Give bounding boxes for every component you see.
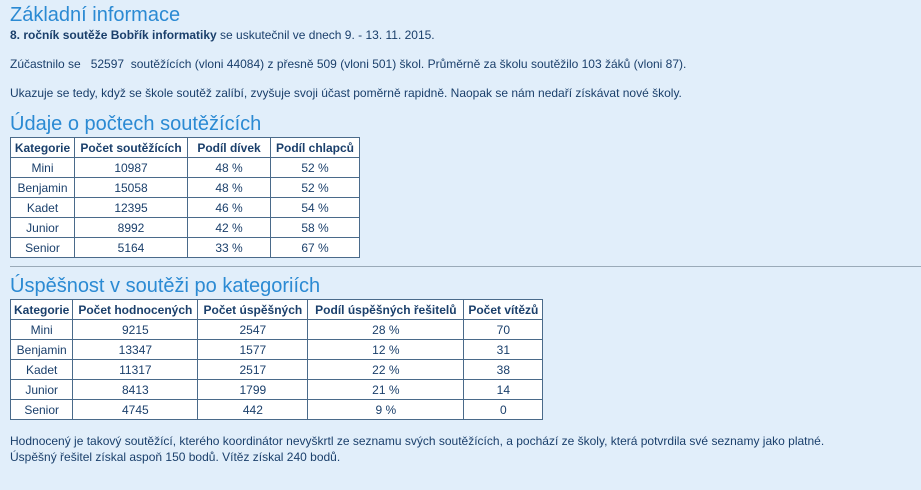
- table-row: [11, 238, 360, 258]
- table-row: [11, 218, 360, 238]
- table-cell: 12395: [75, 198, 188, 218]
- table-cell: 33 %: [188, 238, 271, 258]
- intro-bold: 8. ročník soutěže Bobřík informatiky: [10, 28, 217, 42]
- table-cell: 31: [464, 340, 543, 360]
- table-cell: 21 %: [308, 380, 464, 400]
- table-cell: 11317: [73, 360, 198, 380]
- table-cell: 12 %: [308, 340, 464, 360]
- table-row: [11, 380, 543, 400]
- table-cell: 52 %: [271, 178, 360, 198]
- table-cell: 48 %: [188, 158, 271, 178]
- column-header: Počet vítězů: [464, 300, 543, 320]
- table-cell: 8413: [73, 380, 198, 400]
- participants-paragraph: Zúčastnilo se 52597 soutěžících (vloni 44084) z přesně 509 (vloni 501) škol. Průměrně za školu soutěžilo 103 žáků (vloni 87).: [10, 57, 687, 71]
- table-row: [11, 198, 360, 218]
- column-header: Podíl dívek: [188, 138, 271, 158]
- table-row: [11, 178, 360, 198]
- table-cell: 8992: [75, 218, 188, 238]
- table-cell: 38: [464, 360, 543, 380]
- table-cell: Junior: [11, 218, 75, 238]
- table-cell: 2517: [198, 360, 308, 380]
- table-row: [11, 158, 360, 178]
- column-header: Kategorie: [11, 138, 75, 158]
- participants-table: [10, 137, 360, 258]
- table-cell: 442: [198, 400, 308, 420]
- table-cell: Kadet: [11, 360, 73, 380]
- table-cell: 13347: [73, 340, 198, 360]
- table-cell: 10987: [75, 158, 188, 178]
- table-cell: Senior: [11, 400, 73, 420]
- table-header-row: [11, 138, 360, 158]
- table-cell: 15058: [75, 178, 188, 198]
- table-row: [11, 360, 543, 380]
- table-cell: 67 %: [271, 238, 360, 258]
- table-cell: 9 %: [308, 400, 464, 420]
- table-cell: 48 %: [188, 178, 271, 198]
- success-heading: Úspěšnost v soutěži po kategoriích: [10, 275, 321, 297]
- table-cell: 9215: [73, 320, 198, 340]
- table-cell: Junior: [11, 380, 73, 400]
- table-cell: 0: [464, 400, 543, 420]
- table-cell: 58 %: [271, 218, 360, 238]
- table-cell: 1577: [198, 340, 308, 360]
- table-cell: Senior: [11, 238, 75, 258]
- table-cell: 2547: [198, 320, 308, 340]
- column-header: Kategorie: [11, 300, 73, 320]
- table-cell: 14: [464, 380, 543, 400]
- table-row: [11, 400, 543, 420]
- footnote-evaluated: Hodnocený je takový soutěžící, kterého koordinátor nevyškrtl ze seznamu svých soutěžících, a pochází ze školy, která potvrdila své seznamy jako platné.: [10, 434, 825, 448]
- table-cell: 5164: [75, 238, 188, 258]
- basic-info-heading: Základní informace: [10, 4, 181, 26]
- intro-rest: se uskutečnil ve dnech 9. - 13. 11. 2015.: [216, 28, 435, 42]
- column-header: Podíl úspěšných řešitelů: [308, 300, 464, 320]
- table-cell: 4745: [73, 400, 198, 420]
- table-cell: 46 %: [188, 198, 271, 218]
- footnote-success: Úspěšný řešitel získal aspoň 150 bodů. Vítěz získal 240 bodů.: [10, 450, 341, 464]
- table-cell: 70: [464, 320, 543, 340]
- table-cell: Mini: [11, 320, 73, 340]
- table-row: [11, 340, 543, 360]
- table-cell: Benjamin: [11, 178, 75, 198]
- column-header: Počet úspěšných: [198, 300, 308, 320]
- table-cell: 22 %: [308, 360, 464, 380]
- table-cell: 54 %: [271, 198, 360, 218]
- participants-heading: Údaje o počtech soutěžících: [10, 113, 262, 135]
- column-header: Počet hodnocených: [73, 300, 198, 320]
- table-cell: 52 %: [271, 158, 360, 178]
- table-cell: Kadet: [11, 198, 75, 218]
- table-row: [11, 320, 543, 340]
- intro-text: [10, 28, 911, 43]
- trend-paragraph: Ukazuje se tedy, když se škole soutěž zalíbí, zvyšuje svoji účast poměrně rapidně. Naopak se nám nedaří získávat nové školy.: [10, 86, 682, 100]
- table-cell: Benjamin: [11, 340, 73, 360]
- table-cell: 42 %: [188, 218, 271, 238]
- column-header: Počet soutěžících: [75, 138, 188, 158]
- column-header: Podíl chlapců: [271, 138, 360, 158]
- success-table: [10, 299, 543, 420]
- table-header-row: [11, 300, 543, 320]
- section-divider: [10, 266, 921, 267]
- table-cell: 1799: [198, 380, 308, 400]
- table-cell: 28 %: [308, 320, 464, 340]
- table-cell: Mini: [11, 158, 75, 178]
- footnote: [10, 433, 911, 465]
